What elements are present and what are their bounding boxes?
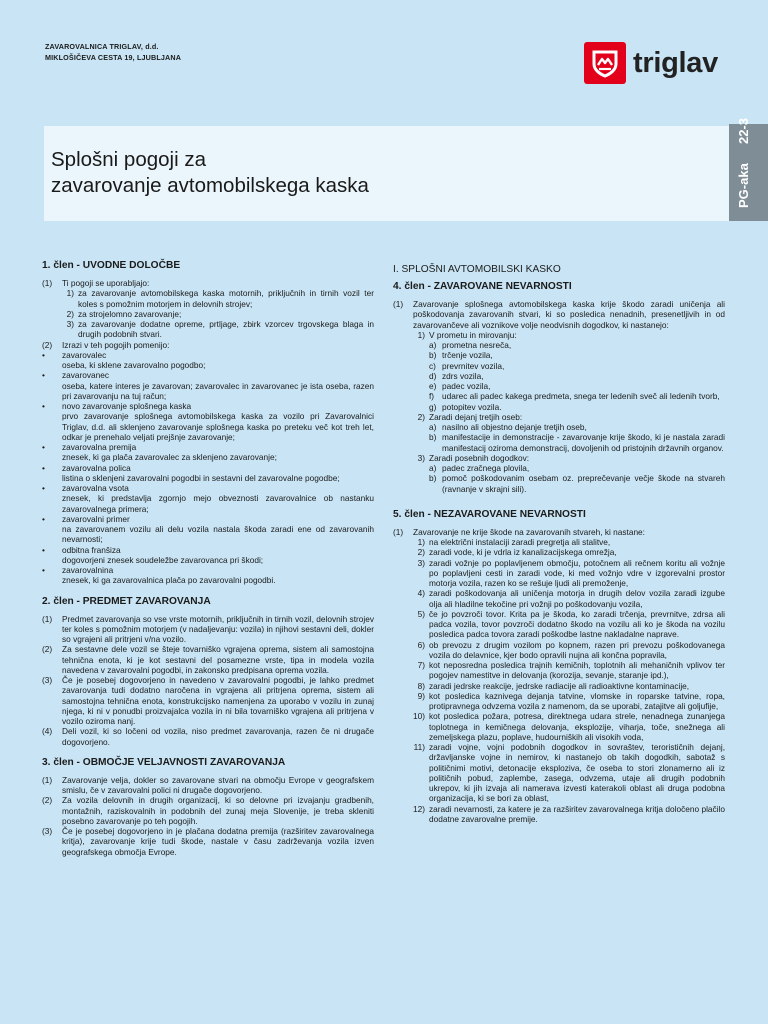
definition-term: zavarovalnina <box>62 565 114 575</box>
title-box <box>44 126 729 221</box>
definition-term: zavarovalna polica <box>62 462 131 473</box>
section-5: 5. člen - NEZAVAROVANE NEVARNOSTI (1) Zavarovanje ne krije škode na zavarovanih stvareh, ki nastane: 1) na električni instalaciji zaradi pregretja ali stalitve, 2) zaradi vode, ki je vdrla iz kanalizacijskega omrežja, 3) zaradi vožnje po poplavljenem območju, potočnem ali rečnem koritu ali vožnje po poplavljeni cesti in zaradi vode, ki med vožnjo vdre v izgorevalni prostor motorja vozila, razen ko se rešuje ljudi ali premoženje, 4) zaradi poškodovanja ali uničenja motorja in drugih delov vozila zaradi izgube olja ali hladilne tekočine pri vožnji po poškodovanju vozila, 5) če jo povzroči tovor. Krita pa je škoda, ko zaradi trčenja, prevrnitve, zdrsa ali padca vozila, tovor povzroči dodatno škodo na vozilu ali ko je škoda na vozilu posledica padca tovora zaradi poškodbe lastne nakladalne naprave. 6) ob prevozu z drugim vozilom po kopnem, razen pri prevozu poškodovanega vozila do delavnice, kjer bodo opravili nujna ali končna popravila, 7) kot neposredna posledica trajnih kemičnih, toplotnih ali mehaničnih vplivov ter pogojev namestitve in delovanja (korozija, sevanje, staranje ipd.), 8) zaradi jedrske reakcije, jedrske radiacije ali radioaktivne kontaminacije, 9) kot posledica kaznivega dejanja tatvine, vlomske in roparske tatvine, ropa, protipravnega odvzema vozila z namenom, da se uporabi, zatajitve ali goljufije, 10) kot posledica požara, potresa, direktnega udara strele, nenadnega zunanjega toplotnega in kemičnega delovanja, eksplozije, viharja, toče, snežnega ali zemeljskega plazu, poplave, hudourniških ali visokih voda, 11) zaradi vojne, vojni podobnih dogodkov in sovraštev, terorističnih dejanj, državljanske vojne in nemirov, ki nastanejo ob takih dogodkih, sabotaž s političnimi motivi, detonacije eksploziva, če oseba to stori zlonamerno ali iz političnih pobud, zaplembe, zasega, odvzema, utaje ali drugih podobnih ukrepov, ki jih izvaja ali namerava izvesti katerakoli oblast ali druga podobna organizacija, ki se bori za oblast, 12) zaradi nevarnosti, za katere je za razširitev zavarovalnega kritja določeno plačilo dodatne zavarovalne premije. <box>393 508 725 824</box>
company-address: MIKLOŠIČEVA CESTA 19, LJUBLJANA <box>45 53 182 62</box>
section-1-heading: 1. člen - UVODNE DOLOČBE <box>42 260 181 271</box>
section-2-heading: 2. člen - PREDMET ZAVAROVANJA <box>42 595 211 607</box>
definition-term: zavarovalni primer <box>62 513 130 524</box>
definition-term: zavarovalna vsota <box>62 483 129 493</box>
section-1: 1. člen - UVODNE DOLOČBE (1) Ti pogoji se uporabljajo: 1) za zavarovanje avtomobilskega kaska motornih, priključnih in tirnih vozil ter koles s pomožnim motorjem in delovnih strojev; 2) za strojelomno zavarovanje; 3) za zavarovanje dodatne opreme, prtljage, zbirk vzorcev trgovskega blaga in drugih podobnih stvari. (2) Izrazi v teh pogojih pomenijo: • zavarovalec oseba, ki sklene zavarovalno pogodbo; • zavarovanec oseba, katere interes je zavarovan; zavarovalec in zavarovanec je ista oseba, razen pri zavarovanju na tuj račun; • novo zavarovanje splošnega kaska prvo zavarovanje splošnega avtomobilskega kaska za vozilo pri Zavarovalnici Triglav, d.d. ali sklenjeno zavarovanje splošnega kaska po preteku več kot treh let, odkar je prenehalo veljati prejšnje zavarovanje; • zavarovalna premija znesek, ki ga plača zavarovalec za sklenjeno zavarovanje; • zavarovalna polica listina o sklenjeni zavarovalni pogodbi in sestavni del zavarovalne pogodbe; • zavarovalna vsota znesek, ki predstavlja zgornjo mejo obveznosti zavarovalnice ob nastanku zavarovalnega primera; • zavarovalni primer na zavarovanem vozilu ali delu vozila nastala škoda zaradi ene od zavarovanih nevarnosti; • odbitna franšiza dogovorjeni znesek soudeležbe zavarovanca pri škodi; • zavarovalnina znesek, ki ga zavarovalnica plača po zavarovalni pogodbi. <box>42 260 374 586</box>
company-name: ZAVAROVALNICA TRIGLAV, d.d. <box>45 42 159 51</box>
tab-number: 22-3 <box>736 118 751 145</box>
document-code-tab <box>729 118 768 221</box>
tab-label: PG-aka <box>736 163 751 208</box>
section-5-heading: 5. člen - NEZAVAROVANE NEVARNOSTI <box>393 508 586 520</box>
company-info <box>45 41 181 63</box>
triglav-logo <box>584 42 718 84</box>
section-3-heading: 3. člen - OBMOČJE VELJAVNOSTI ZAVAROVANJA <box>42 756 286 768</box>
definition-term: zavarovanec <box>62 370 110 381</box>
section-2: 2. člen - PREDMET ZAVAROVANJA (1) Predmet zavarovanja so vse vrste motornih, priključnih in tirnih vozil, delovnih strojev ter koles s pomožnim motorjem (v nadaljevanju: vozila) in njihovi sestavni deli, dokler so vgrajeni ali pritrjeni v/na vozilo. (2) Za sestavne dele vozil se šteje tovarniško vgrajena oprema, sistem ali samostojna tehnična enota, ki je kot sestavni del posamezne vrste, tipa in modela vozila navedena v zavarovalni pogodbi, in zakonsko predpisana oprema vozila. (3) Če je posebej dogovorjeno in navedeno v zavarovalni pogodbi, je lahko predmet zavarovanja tudi dodatno naročena in vgrajena ali pritrjena oprema, sistem ali samostojna tehnična enota, konstrukcijsko namenjena za uporabo v vozilu in zunaj njega, ki ni v ponudbi proizvajalca vozila in ni bila tovarniško vgrajena ali pritrjena v vozilo oziroma nanj. (4) Deli vozil, ki so ločeni od vozila, niso predmet zavarovanja, razen če ni drugače dogovorjeno. <box>42 595 374 747</box>
definition-term: zavarovalna premija <box>62 442 137 452</box>
section-4: 4. člen - ZAVAROVANE NEVARNOSTI (1) Zavarovanje splošnega avtomobilskega kaska krije škodo zaradi uničenja ali poškodovanja zavarovanih stvari, ki so posledica nenadnih, presenetljivih in od zavarovančeve ali voznikove volje neodvisnih dogodkov, ki nastanejo: 1) V prometu in mirovanju: a) prometna nesreča, b) trčenje vozila, c) prevrnitev vozila, d) zdrs vozila, e) padec vozila, f) udarec ali padec kakega predmeta, snega ter ledenih sveč ali ledenih tvorb, g) potopitev vozila. 2) Zaradi dejanj tretjih oseb: a) nasilno ali objestno dejanje tretjih oseb, b) manifestacije in demonstracije - zavarovanje krije škodo, ki je nastala zaradi manifestacij oziroma demonstracij, dovoljenih od pristojnih državnih organov. 3) Zaradi posebnih dogodkov: a) padec zračnega plovila, b) pomoč poškodovanim osebam oz. preprečevanje večje škode na stvareh (ravnanje v skrajni sili). <box>393 281 725 494</box>
section-4-heading: 4. člen - ZAVAROVANE NEVARNOSTI <box>393 281 572 292</box>
left-column <box>42 259 374 866</box>
document-title: Splošni pogoji za zavarovanje avtomobilskega kaska <box>51 148 369 197</box>
section-3: 3. člen - OBMOČJE VELJAVNOSTI ZAVAROVANJA (1) Zavarovanje velja, dokler so zavarovane stvari na območju Evrope v geografskem smislu, če v zavarovalni polici ni drugače dogovorjeno. (2) Za vozila delovnih in drugih organizacij, ki so delovne pri izvajanju gradbenih, montažnih, raziskovalnih in podobnih del zunaj meja Slovenije, je treba skleniti posebno zavarovanje po teh pogojih. (3) Če je posebej dogovorjeno in je plačana dodatna premija (razširitev zavarovalnega kritja), zavarovanje krije tudi škode, nastale v času zadrževanja vozila izven geografskega območja Evrope. <box>42 756 374 857</box>
definition-term: zavarovalec <box>62 349 107 360</box>
right-column <box>393 263 725 833</box>
part-heading: I. SPLOŠNI AVTOMOBILSKI KASKO <box>393 264 561 275</box>
logo-wordmark: triglav <box>633 46 718 79</box>
definition-term: novo zavarovanje splošnega kaska <box>62 401 192 411</box>
triglav-mountain-icon <box>584 42 626 84</box>
definition-term: odbitna franšiza <box>62 544 121 555</box>
